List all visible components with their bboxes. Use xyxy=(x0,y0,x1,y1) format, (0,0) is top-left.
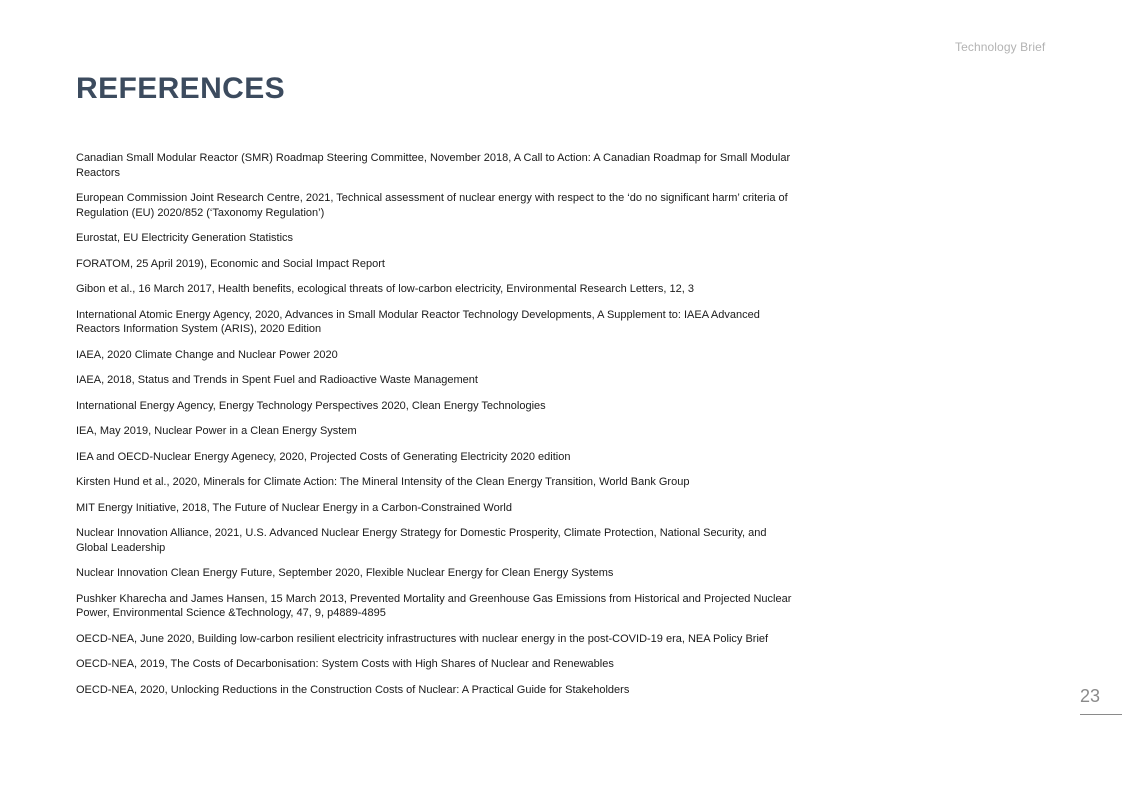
reference-item: IEA, May 2019, Nuclear Power in a Clean Energy System xyxy=(76,425,357,437)
reference-item: MIT Energy Initiative, 2018, The Future of Nuclear Energy in a Carbon-Constrained World xyxy=(76,501,512,514)
reference-item: IEA and OECD-Nuclear Energy Agenecy, 2020, Projected Costs of Generating Electricity 2020 edition xyxy=(76,450,571,463)
reference-item: International Atomic Energy Agency, 2020, Advances in Small Modular Reactor Technology Developments, A Supplement to: IAEA Advanced Reactors Information System (ARIS), 2020 Edition xyxy=(76,308,760,335)
reference-item: Nuclear Innovation Clean Energy Future, September 2020, Flexible Nuclear Energy for Clean Energy Systems xyxy=(76,567,614,579)
reference-item: OECD-NEA, June 2020, Building low-carbon resilient electricity infrastructures with nuclear energy in the post-COVID-19 era, NEA Policy Brief xyxy=(76,632,769,645)
reference-item: FORATOM, 25 April 2019), Economic and Social Impact Report xyxy=(76,257,385,270)
reference-item: Canadian Small Modular Reactor (SMR) Roadmap Steering Committee, November 2018, A Call to Action: A Canadian Roadmap for Small Modular Reactors xyxy=(76,152,791,179)
reference-item: Pushker Kharecha and James Hansen, 15 March 2013, Prevented Mortality and Greenhouse Gas Emissions from Historical and Projected Nuclear Power, Environmental Science &Technology, 47, 9, p4889-4895 xyxy=(76,592,792,619)
running-header: Technology Brief xyxy=(955,40,1046,54)
reference-item: OECD-NEA, 2019, The Costs of Decarbonisation: System Costs with High Shares of Nuclear and Renewables xyxy=(76,658,614,670)
reference-item: European Commission Joint Research Centre, 2021, Technical assessment of nuclear energy with respect to the ‘do no significant harm’ criteria of Regulation (EU) 2020/852 (‘Taxonomy Regulation’) xyxy=(76,192,788,219)
reference-item: OECD-NEA, 2020, Unlocking Reductions in the Construction Costs of Nuclear: A Practical Guide for Stakeholders xyxy=(76,683,630,696)
reference-item: Kirsten Hund et al., 2020, Minerals for Climate Action: The Mineral Intensity of the Clean Energy Transition, World Bank Group xyxy=(76,476,690,488)
reference-item: IAEA, 2020 Climate Change and Nuclear Power 2020 xyxy=(76,348,338,361)
reference-item: Eurostat, EU Electricity Generation Statistics xyxy=(76,232,294,244)
reference-list xyxy=(76,151,792,708)
page-title: REFERENCES xyxy=(76,72,286,105)
reference-item: Nuclear Innovation Alliance, 2021, U.S. Advanced Nuclear Energy Strategy for Domestic Prosperity, Climate Protection, National Security, and Global Leadership xyxy=(76,527,767,554)
reference-item: Gibon et al., 16 March 2017, Health benefits, ecological threats of low-carbon electricity, Environmental Research Letters, 12, 3 xyxy=(76,283,694,295)
page-number: 23 xyxy=(1080,686,1122,715)
reference-item: International Energy Agency, Energy Technology Perspectives 2020, Clean Energy Technologies xyxy=(76,399,546,412)
reference-item: IAEA, 2018, Status and Trends in Spent Fuel and Radioactive Waste Management xyxy=(76,374,478,386)
